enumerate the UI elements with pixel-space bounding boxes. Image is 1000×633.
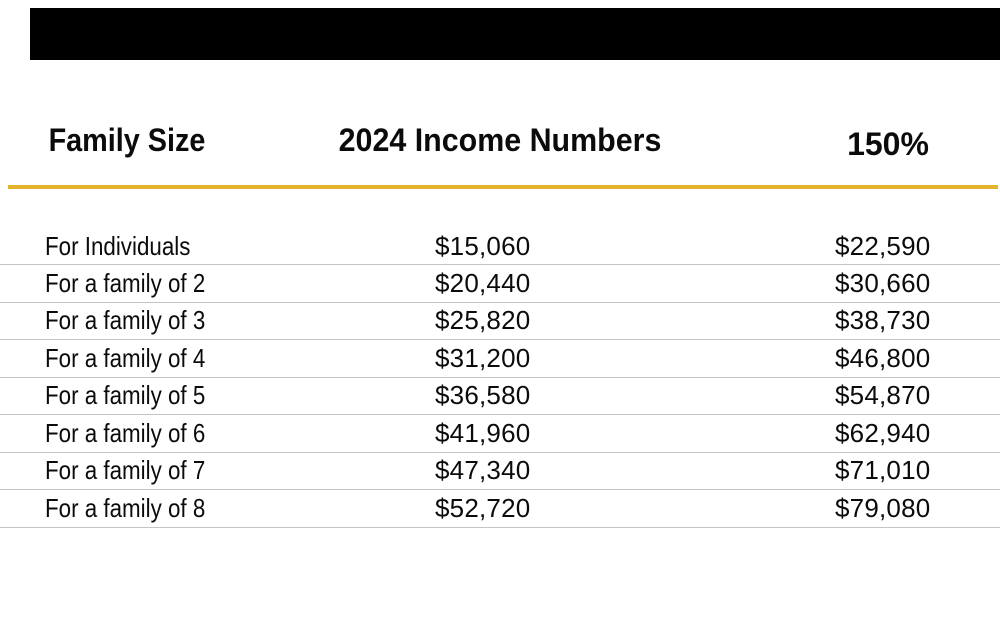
income-cell (435, 380, 835, 411)
pct150-cell (835, 268, 1000, 299)
income-cell (435, 268, 835, 299)
table-row (0, 303, 1000, 341)
pct150-value: $38,730 (835, 305, 931, 336)
family-size-cell (0, 268, 435, 299)
pct150-value: $30,660 (835, 267, 931, 298)
income-value: $47,340 (435, 455, 531, 486)
family-size-cell (0, 343, 435, 374)
income-cell (435, 418, 835, 449)
income-cell (435, 493, 835, 524)
income-cell (435, 455, 835, 486)
column-header-150pct (847, 125, 970, 163)
family-size-value: For a family of 4 (45, 342, 206, 373)
income-cell (435, 231, 835, 262)
pct150-cell (835, 380, 1000, 411)
family-size-value: For a family of 6 (45, 417, 206, 448)
header-accent-line (8, 185, 998, 189)
pct150-cell (835, 305, 1000, 336)
family-size-header-label: Family Size (48, 122, 206, 158)
income-value: $20,440 (435, 267, 531, 298)
black-banner (30, 8, 1000, 60)
column-header-income (338, 121, 840, 159)
family-size-value: For a family of 2 (45, 267, 206, 298)
pct150-value: $79,080 (835, 492, 931, 523)
income-value: $31,200 (435, 342, 531, 373)
pct150-value: $62,940 (835, 417, 931, 448)
income-value: $25,820 (435, 305, 531, 336)
income-value: $36,580 (435, 380, 531, 411)
table-row (0, 378, 1000, 416)
family-size-cell (0, 493, 435, 524)
family-size-cell (0, 418, 435, 449)
income-cell (435, 343, 835, 374)
income-cell (435, 305, 835, 336)
income-value: $41,960 (435, 417, 531, 448)
pct150-value: $71,010 (835, 455, 931, 486)
family-size-value: For a family of 3 (45, 305, 206, 336)
pct150-header-label: 150% (847, 126, 929, 162)
family-size-value: For a family of 7 (45, 455, 206, 486)
family-size-value: For a family of 8 (45, 492, 206, 523)
income-value: $15,060 (435, 230, 531, 261)
family-size-value: For a family of 5 (45, 380, 206, 411)
table-row (0, 340, 1000, 378)
income-header-label: 2024 Income Numbers (338, 122, 662, 158)
column-header-family-size (48, 121, 301, 159)
pct150-value: $46,800 (835, 342, 931, 373)
table-row (0, 490, 1000, 528)
pct150-cell (835, 493, 1000, 524)
family-size-value: For Individuals (45, 230, 191, 261)
pct150-cell (835, 231, 1000, 262)
family-size-cell (0, 380, 435, 411)
table-row (0, 453, 1000, 491)
family-size-cell (0, 305, 435, 336)
table-row (0, 265, 1000, 303)
family-size-cell (0, 231, 435, 262)
income-value: $52,720 (435, 492, 531, 523)
table-row (0, 228, 1000, 265)
table-row (0, 415, 1000, 453)
pct150-cell (835, 418, 1000, 449)
pct150-value: $22,590 (835, 230, 931, 261)
pct150-cell (835, 455, 1000, 486)
pct150-cell (835, 343, 1000, 374)
family-size-cell (0, 455, 435, 486)
income-table (0, 228, 1000, 528)
pct150-value: $54,870 (835, 380, 931, 411)
